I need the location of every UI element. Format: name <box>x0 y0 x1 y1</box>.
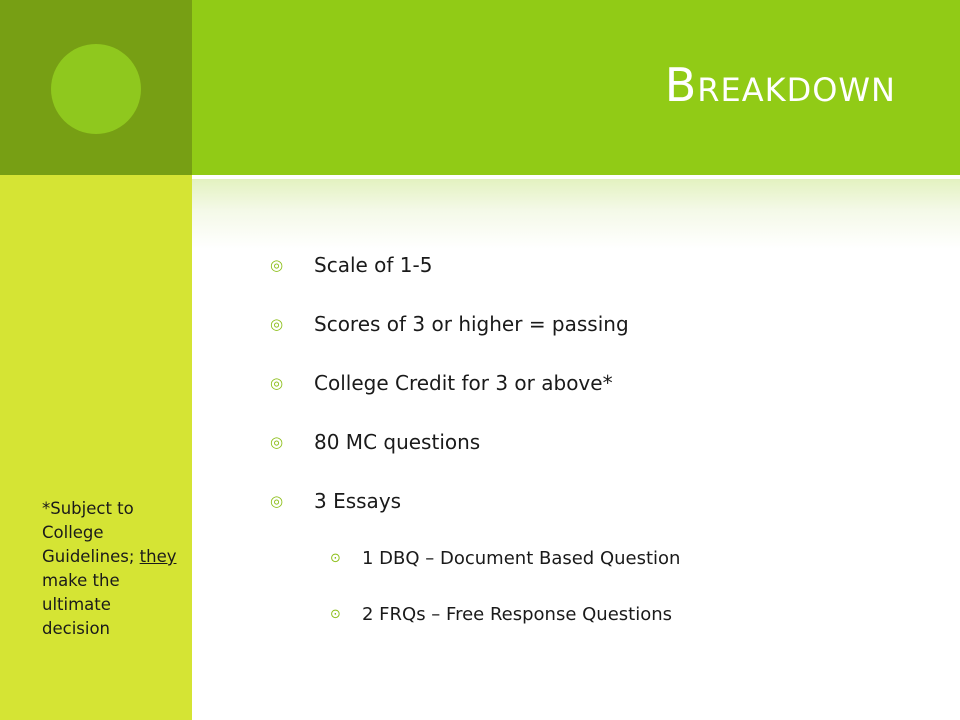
footnote-emphasis: they <box>139 547 177 566</box>
bullet-item <box>268 248 432 282</box>
circle-target-icon: ◎ <box>270 256 284 274</box>
bullet-item <box>268 425 480 459</box>
decorative-circle <box>51 44 141 134</box>
circle-target-icon: ◎ <box>270 315 284 333</box>
bullet-text: Scores of 3 or higher = passing <box>314 312 629 336</box>
footnote-text-start: *Subject to College Guidelines; <box>42 499 140 566</box>
sub-bullet-text: 2 FRQs – Free Response Questions <box>362 603 672 625</box>
dot-circle-icon: ⊙ <box>330 606 341 622</box>
bullet-item <box>268 484 401 518</box>
sub-bullet-text: 1 DBQ – Document Based Question <box>362 547 681 569</box>
sub-bullet-item <box>330 599 672 629</box>
sub-bullet-item <box>330 543 680 573</box>
bullet-item <box>268 366 613 400</box>
circle-target-icon: ◎ <box>270 374 284 392</box>
circle-target-icon: ◎ <box>270 433 284 451</box>
header-fade <box>192 179 960 249</box>
bullet-text: Scale of 1-5 <box>314 253 433 277</box>
footnote <box>42 497 178 641</box>
footnote-text-end: make the ultimate decision <box>42 571 120 638</box>
bullet-text: 3 Essays <box>314 489 402 513</box>
corner-block <box>0 0 192 175</box>
bullet-item <box>268 307 629 341</box>
bullet-text: 80 MC questions <box>314 430 481 454</box>
slide-title: Breakdown <box>664 58 896 112</box>
circle-target-icon: ◎ <box>270 492 284 510</box>
dot-circle-icon: ⊙ <box>330 550 341 566</box>
bullet-text: College Credit for 3 or above* <box>314 371 613 395</box>
